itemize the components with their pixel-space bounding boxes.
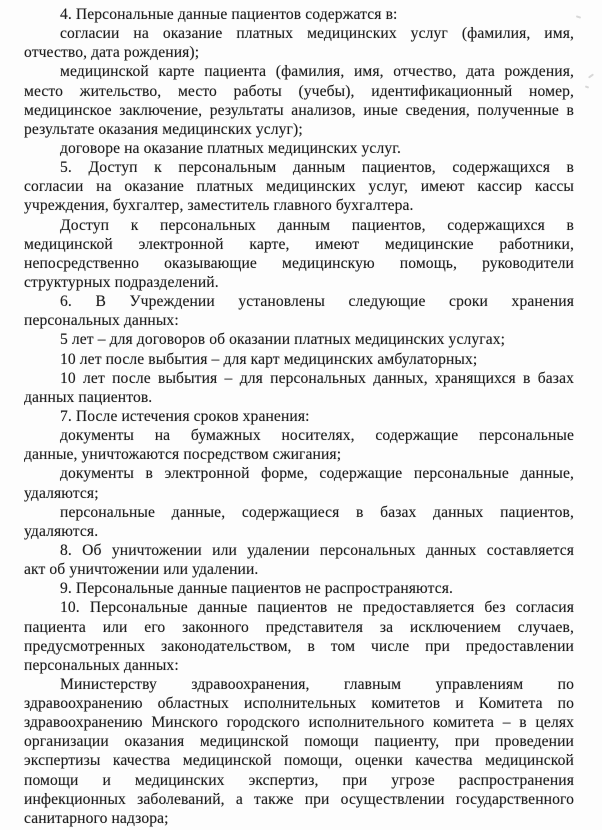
text-line: экспертизы качества медицинской помощи, оценки качества медицинской xyxy=(24,752,574,770)
text-line: непосредственно оказывающие медицинскую помощь, руководители xyxy=(24,254,574,272)
text-line: договоре на оказание платных медицинских услуг. xyxy=(60,139,401,157)
text-line: 10 лет после выбытия – для карт медицинских амбулаторных; xyxy=(60,350,478,368)
text-line: предусмотренных законодательством, в том числе при предоставлении xyxy=(24,637,574,655)
text-line: санитарного надзора; xyxy=(24,809,169,827)
text-line: персональные данные, содержащиеся в базах данных пациентов, xyxy=(60,503,574,521)
text-line: медицинское заключение, результаты анализов, иные сведения, полученные в xyxy=(24,101,574,119)
text-line: организации оказания медицинской помощи пациенту, при проведении xyxy=(24,733,574,751)
document-text-block xyxy=(24,5,574,828)
text-line: 10. Персональные данные пациентов не предоставляется без согласия xyxy=(60,599,574,617)
text-line: медицинской электронной карте, имеют медицинские работники, xyxy=(24,235,574,253)
scan-speckle xyxy=(588,73,594,78)
text-line: 5. Доступ к персональным данным пациентов, содержащихся в xyxy=(60,159,574,177)
text-line: инфекционных заболеваний, а также при осуществлении государственного xyxy=(24,790,574,808)
text-line: пациента или его законного представителя за исключением случаев, xyxy=(24,618,574,636)
text-line: данные, уничтожаются посредством сжигания; xyxy=(24,446,342,464)
text-line: 8. Об уничтожении или удалении персональных данных составляется xyxy=(60,541,574,559)
text-line: персональных данных: xyxy=(24,312,179,330)
text-line: акт об уничтожении или удалении. xyxy=(24,561,259,579)
text-line: 5 лет – для договоров об оказании платных медицинских услугах; xyxy=(60,331,506,349)
text-line: 7. После истечения сроков хранения: xyxy=(60,407,310,425)
text-line: Доступ к персональных данным пациентов, содержащихся в xyxy=(60,216,574,234)
scan-speckle xyxy=(585,85,589,88)
text-line: удаляются. xyxy=(24,522,99,540)
scan-speckle xyxy=(576,15,581,18)
text-line: данных пациентов. xyxy=(24,388,153,406)
text-line: помощи и медицинских экспертиз, при угрозе распространения xyxy=(24,771,574,789)
text-line: 4. Персональные данные пациентов содержатся в: xyxy=(60,6,398,23)
text-line: здравоохранению областных исполнительных комитетов и Комитета по xyxy=(24,695,574,713)
text-line: согласии на оказание платных медицинских услуг (фамилия, имя, xyxy=(60,25,574,43)
text-line: 10 лет после выбытия – для персональных данных, хранящихся в базах xyxy=(60,369,574,387)
text-line: место жительство, место работы (учебы), идентификационный номер, xyxy=(24,82,574,100)
text-line: удаляются; xyxy=(24,484,99,502)
text-line: документы на бумажных носителях, содержащие персональные xyxy=(60,427,574,445)
text-line: персональных данных: xyxy=(24,656,179,674)
text-line: документы в электронной форме, содержащие персональные данные, xyxy=(60,465,574,483)
text-line: структурных подразделений. xyxy=(24,273,219,291)
text-line: учреждения, бухгалтер, заместитель главного бухгалтера. xyxy=(24,197,414,215)
text-line: 6. В Учреждении установлены следующие сроки хранения xyxy=(60,293,574,311)
text-line: 9. Персональные данные пациентов не распространяются. xyxy=(60,580,453,598)
text-line: Министерству здравоохранения, главным управлениям по xyxy=(60,675,574,693)
text-line: результате оказания медицинских услуг); xyxy=(24,120,303,138)
text-line: здравоохранению Минского городского исполнительного комитета – в целях xyxy=(24,714,574,732)
text-line: согласии на оказание платных медицинских услуг, имеют кассир кассы xyxy=(24,178,574,196)
text-line: отчество, дата рождения); xyxy=(24,44,200,62)
text-line: медицинской карте пациента (фамилия, имя, отчество, дата рождения, xyxy=(60,63,574,81)
